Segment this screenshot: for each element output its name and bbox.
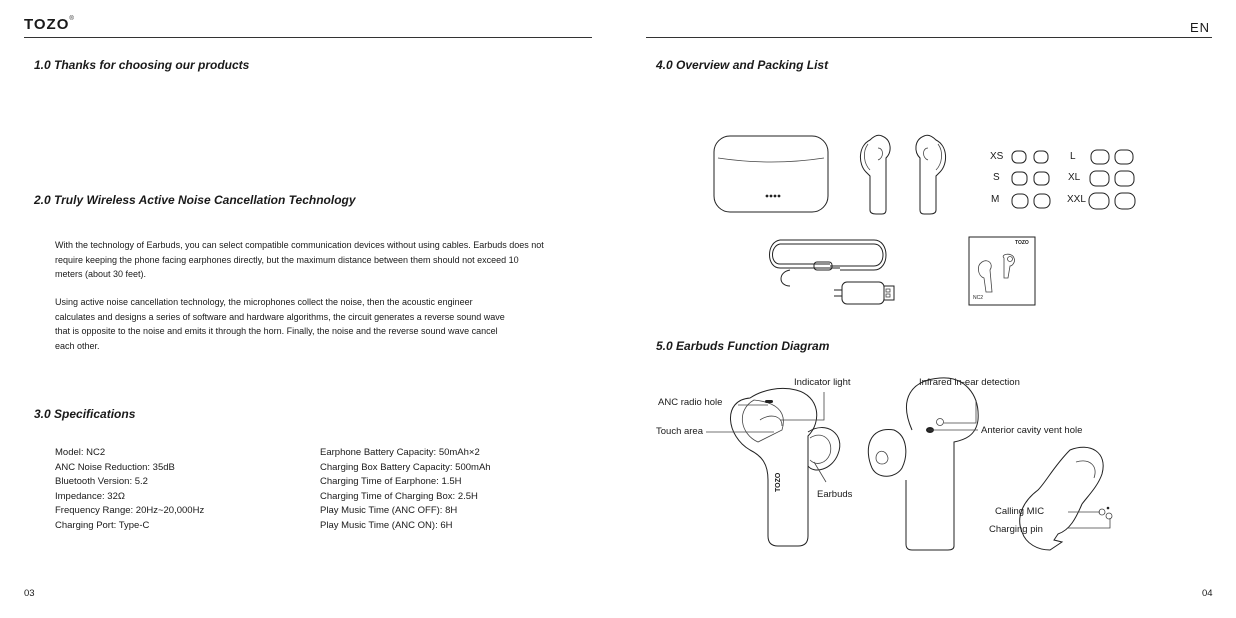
- header-rule-left: [24, 37, 592, 38]
- section-5-title: 5.0 Earbuds Function Diagram: [656, 339, 830, 353]
- charging-case-illustration: [712, 134, 832, 214]
- section-2-paragraph-2: Using active noise cancellation technology, the microphones collect the noise, then the acoustic engineer calculates and designs a series of software and hardware algorithms, the circuit generates a reverse sound wave that is opposite to the noise and emits it through the horn. Finally, the noise and the reverse sound wave cancel each other.: [55, 297, 505, 351]
- tip-size-label: XXL: [1067, 194, 1086, 205]
- spec-item: Impedance: 32Ω: [55, 490, 125, 502]
- spec-item: Play Music Time (ANC OFF): 8H: [320, 505, 458, 516]
- spec-item: Earphone Battery Capacity: 50mAh×2: [320, 447, 480, 458]
- ear-tips-illustration: [1010, 149, 1140, 213]
- spec-item: Charging Time of Earphone: 1.5H: [320, 476, 462, 487]
- section-4-title: 4.0 Overview and Packing List: [656, 58, 829, 72]
- section-2-paragraph-1: With the technology of Earbuds, you can select compatible communication devices without using cables. Earbuds does not require keeping the phone facing earphones directly, but the maximum distance between them should not exceed 10 meters (about 30 feet).: [55, 240, 544, 279]
- label-calling-mic: Calling MIC: [995, 506, 1045, 517]
- label-earbuds: Earbuds: [817, 489, 853, 500]
- section-1-title: 1.0 Thanks for choosing our products: [34, 58, 250, 72]
- label-touch-area: Touch area: [656, 426, 704, 437]
- label-charging-pin: Charging pin: [989, 524, 1043, 535]
- label-vent-hole: Anterior cavity vent hole: [981, 425, 1083, 436]
- label-indicator-light: Indicator light: [794, 377, 851, 388]
- spec-list-left: [55, 446, 204, 533]
- spec-item: Charging Time of Charging Box: 2.5H: [320, 490, 478, 502]
- earbud-brand: TOZO: [775, 472, 782, 492]
- spec-item: Model: NC2: [55, 447, 106, 458]
- section-2-title: 2.0 Truly Wireless Active Noise Cancellation Technology: [34, 193, 356, 207]
- manual-brand: TOZO: [1015, 240, 1029, 246]
- tip-size-label: L: [1070, 151, 1076, 162]
- spec-item: Charging Port: Type-C: [55, 519, 150, 531]
- section-3-title: 3.0 Specifications: [34, 407, 136, 421]
- spec-item: Frequency Range: 20Hz~20,000Hz: [55, 505, 205, 516]
- spec-item: ANC Noise Reduction: 35dB: [55, 461, 175, 473]
- spec-item: Charging Box Battery Capacity: 500mAh: [320, 461, 491, 473]
- page-number-right: 04: [1202, 588, 1213, 599]
- spec-item: Play Music Time (ANC ON): 6H: [320, 519, 453, 531]
- language-label: EN: [1189, 20, 1210, 35]
- page-number-left: 03: [24, 588, 35, 599]
- brand-logo: TOZO®: [24, 16, 75, 33]
- tip-size-label: XS: [990, 151, 1004, 162]
- manual-model: NC2: [973, 295, 984, 301]
- label-anc-radio-hole: ANC radio hole: [658, 397, 723, 408]
- tip-size-label: S: [993, 172, 1000, 183]
- spec-item: Bluetooth Version: 5.2: [55, 476, 148, 487]
- tip-size-label: M: [991, 194, 1000, 205]
- earbuds-pair-illustration: [856, 134, 952, 216]
- usb-cable-illustration: [770, 238, 900, 308]
- tip-size-label: XL: [1068, 172, 1081, 183]
- label-infrared-detection: Infrared in-ear detection: [919, 377, 1020, 388]
- header-rule-right: [646, 37, 1212, 38]
- spec-list-right: [320, 446, 491, 533]
